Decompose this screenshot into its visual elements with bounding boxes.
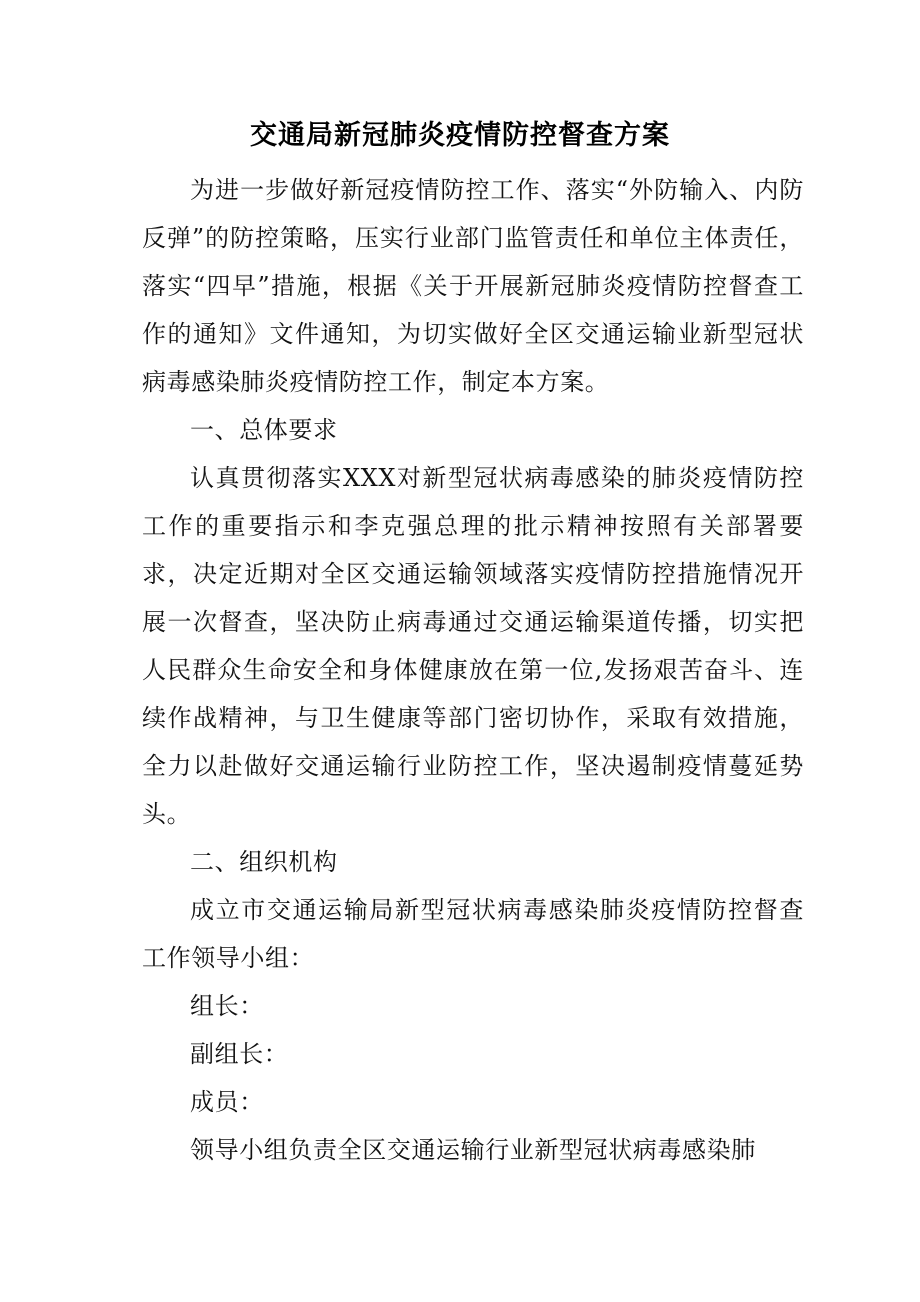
members-line: 成员：	[190, 1088, 264, 1116]
document-body	[142, 166, 804, 1174]
duty-paragraph: 领导小组负责全区交通运输行业新型冠状病毒感染肺	[190, 1136, 756, 1164]
leader-line: 组长：	[190, 992, 264, 1020]
section-heading-general-requirements: 一、总体要求	[190, 416, 338, 444]
deputy-leader-line: 副组长：	[190, 1040, 289, 1068]
section-heading-organization: 二、组织机构	[190, 848, 338, 876]
general-requirements-paragraph: 认真贯彻落实XXX对新型冠状病毒感染的肺炎疫情防控工作的重要指示和李克强总理的批示精神按照有关部署要求，决定近期对全区交通运输领域落实疫情防控措施情况开展一次督查，坚决防止病毒通过交通运输渠道传播，切实把人民群众生命安全和身体健康放在第一位,发扬艰苦奋斗、连续作战精神，与卫生健康等部门密切协作，采取有效措施，全力以赴做好交通运输行业防控工作，坚决遏制疫情蔓延势头。	[142, 464, 804, 828]
intro-paragraph: 为进一步做好新冠疫情防控工作、落实“外防输入、内防反弹”的防控策略，压实行业部门监管责任和单位主体责任，落实“四早”措施，根据《关于开展新冠肺炎疫情防控督查工作的通知》文件通知，为切实做好全区交通运输业新型冠状病毒感染肺炎疫情防控工作，制定本方案。	[142, 176, 804, 396]
organization-paragraph: 成立市交通运输局新型冠状病毒感染肺炎疫情防控督查工作领导小组：	[142, 896, 804, 972]
document-title: 交通局新冠肺炎疫情防控督查方案	[250, 120, 670, 151]
